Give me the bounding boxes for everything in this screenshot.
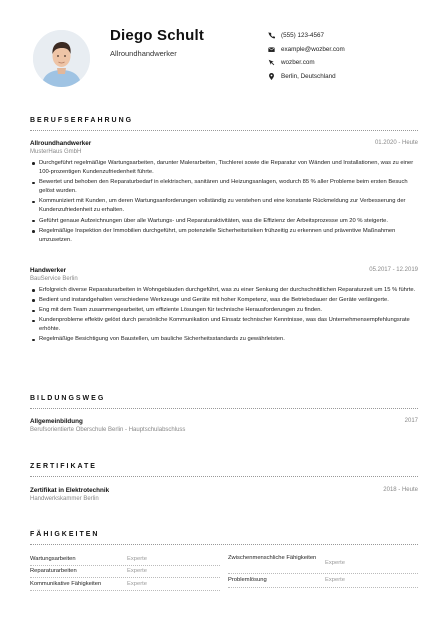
bullet-item: Geführt genaue Aufzeichnungen über alle Wartungs- und Reparaturaktivitäten, was die Effizienz der Arbeitsprozesse um 20 % steigerte. [30,217,420,226]
contact-text[interactable]: example@wozber.com [281,45,345,53]
bullet-item: Bedient und instandgehalten verschiedene Werkzeuge und Geräte mit hoher Kompetenz, was die Betriebsdauer der Geräte verlängerte. [30,296,420,305]
section-title-experience: BERUFSERFAHRUNG [30,117,134,124]
job-company: MusterHaus GmbH [30,149,82,155]
job-title: Allroundhandwerker [30,140,92,147]
section-title-certificates: ZERTIFIKATE [30,463,97,470]
section-title-skills: FÄHIGKEITEN [30,531,100,538]
avatar [33,30,90,87]
contact-list [268,29,345,83]
envelope-icon [268,45,278,53]
contact-location [268,70,345,84]
bullet-item: Kundenprobleme effektiv gelöst durch persönliche Kommunikation und Einsatz technischer Kenntnisse, was das Unternehmensempfehlungsrate erhöhte. [30,316,420,334]
skill-level: Experte [325,560,345,566]
link-icon [268,59,278,67]
candidate-name: Diego Schult [110,27,205,44]
phone-icon [268,32,278,40]
skill-name: Reparaturarbeiten [30,568,77,574]
skill-level: Experte [325,577,345,583]
contact-text: Berlin, Deutschland [281,72,336,80]
education-school: Berufsorientierte Oberschule Berlin - Hauptschulabschluss [30,427,186,433]
skill-name: Wartungsarbeiten [30,556,76,562]
location-pin-icon [268,72,278,80]
skill-divider [30,590,220,591]
section-divider [30,408,418,409]
section-divider [30,544,418,545]
bullet-item: Kommuniziert mit Kunden, um deren Wartungsanforderungen vollständig zu verstehen und eine konstante Rückmeldung zur Verbesserung der Kundenzufriedenheit zu erhalten. [30,197,420,215]
certificate-title: Zertifikat in Elektrotechnik [30,487,110,494]
skill-divider [228,587,418,588]
job-date: 01.2020 - Heute [374,140,418,146]
section-divider [30,130,418,131]
contact-website [268,56,345,70]
education-title: Allgemeinbildung [30,418,83,425]
skill-level: Experte [127,556,147,562]
job-bullets [30,159,420,246]
certificate-date: 2018 - Heute [383,487,418,493]
skill-divider [30,577,220,578]
skill-divider [30,565,220,566]
skill-name: Problemlösung [228,577,267,583]
skill-level: Experte [127,568,147,574]
contact-text: (555) 123-4567 [281,32,325,40]
bullet-item: Durchgeführt regelmäßige Wartungsarbeiten, darunter Malerarbeiten, Tischlerei sowie die Reparatur von Wänden und Installationen, was zu einer 100-prozentigen Kundenzufriedenheit führte. [30,159,420,177]
job-company: BauService Berlin [30,276,78,282]
job-title: Handwerker [30,267,67,274]
skill-name: Zwischenmenschliche Fähigkeiten [228,555,317,561]
skill-name: Kommunikative Fähigkeiten [30,581,102,587]
job-date: 05.2017 - 12.2019 [369,267,418,273]
section-divider [30,476,418,477]
contact-text[interactable]: wozber.com [281,59,315,67]
bullet-item: Regelmäßige Besichtigung von Baustellen, um bauliche Sicherheitsstandards zu gewährleisten. [30,335,420,344]
job-bullets [30,286,420,346]
person-photo-icon [33,30,90,87]
candidate-role: Allroundhandwerker [110,49,177,58]
bullet-item: Erfolgreich diverse Reparaturarbeiten in Wohngebäuden durchgeführt, was zu einer Senkung der durchschnittlichen Reparaturzeit um 15 % führte. [30,286,420,295]
bullet-item: Eng mit dem Team zusammengearbeitet, um effiziente Lösungen für technische Herausforderungen zu finden. [30,306,420,315]
contact-phone [268,29,345,43]
contact-email [268,43,345,57]
education-date: 2017 [404,418,418,424]
certificate-issuer: Handwerkskammer Berlin [30,496,99,502]
bullet-item: Bewertet und behoben den Reparaturbedarf in elektrischen, sanitären und Heizungsanlagen, wodurch 85 % aller Probleme beim ersten Besuch gelöst wurden. [30,178,420,196]
skill-divider [228,573,418,574]
skill-level: Experte [127,581,147,587]
section-title-education: BILDUNGSWEG [30,395,106,402]
bullet-item: Regelmäßige Inspektion der Immobilien durchgeführt, um potenzielle Sicherheitsrisiken frühzeitig zu erkennen und präventive Maßnahmen umzusetzen. [30,227,420,245]
